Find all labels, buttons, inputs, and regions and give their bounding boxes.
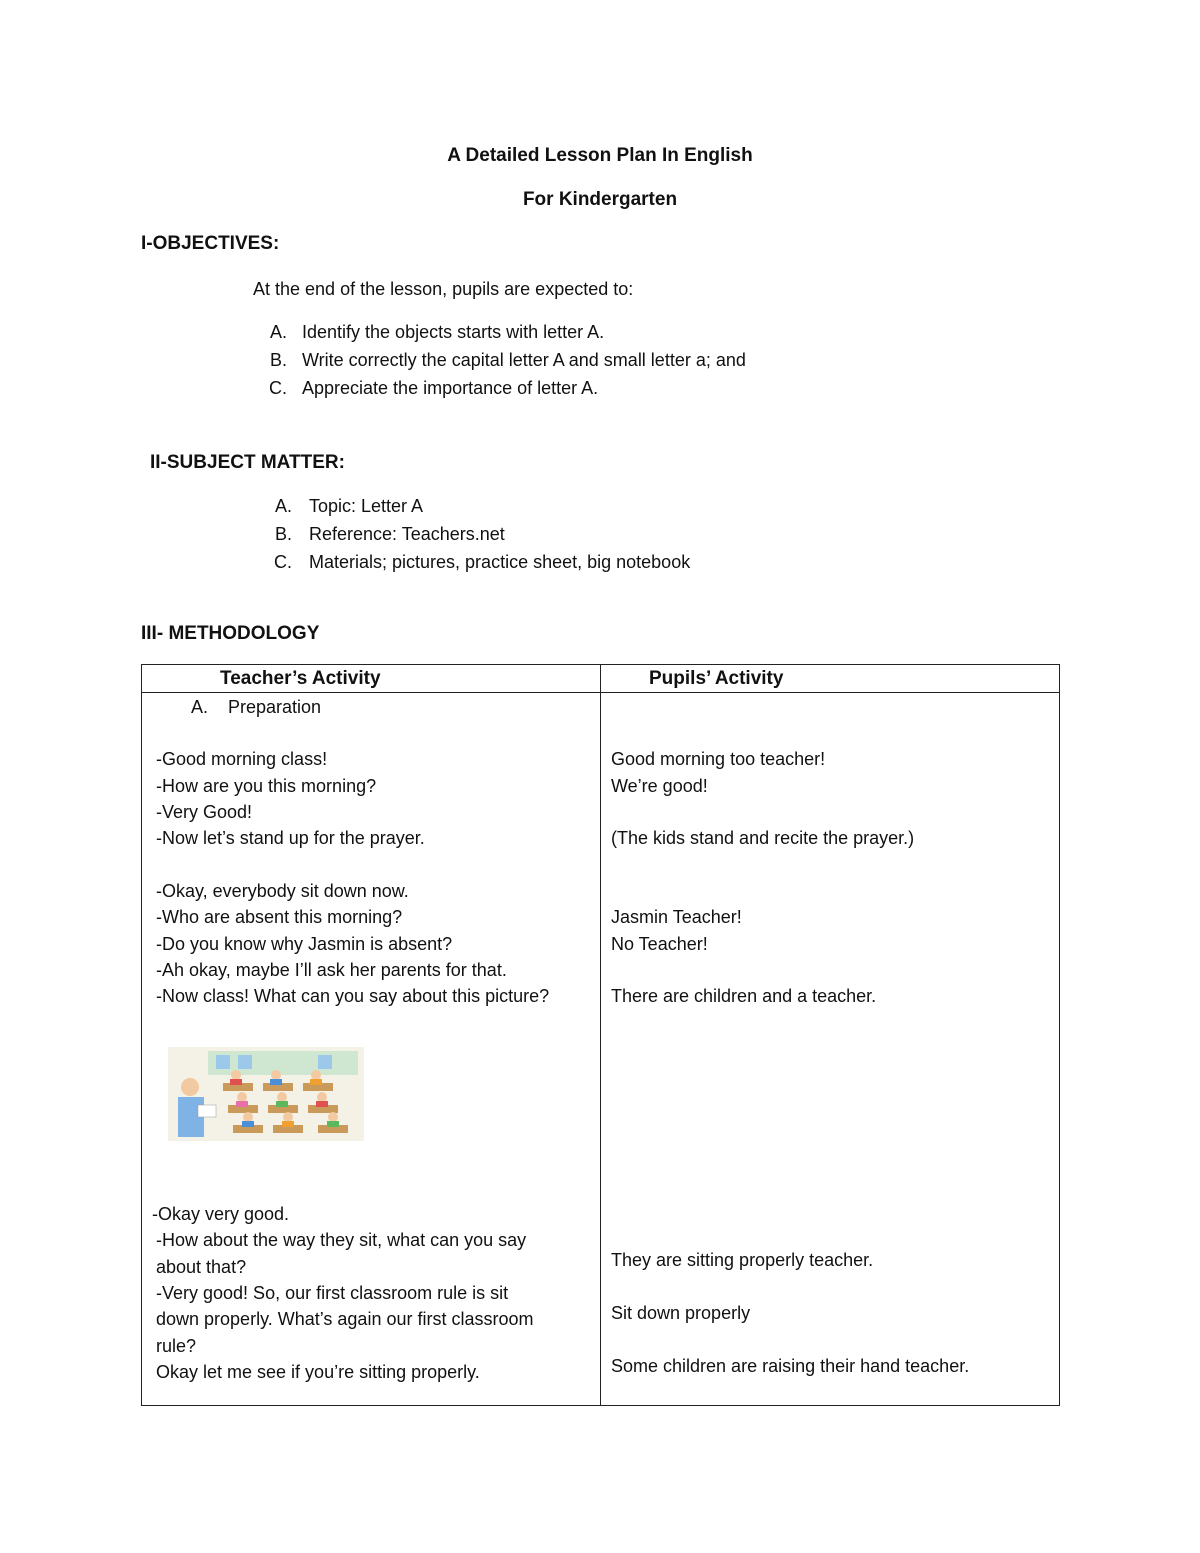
classroom-picture (168, 1047, 364, 1141)
pupil-line: Good morning too teacher! (611, 749, 826, 769)
teacher-line: -How are you this morning? (156, 776, 377, 796)
objective-item: Identify the objects starts with letter A. (302, 322, 605, 342)
teacher-line: -How about the way they sit, what can you say (156, 1230, 527, 1250)
teacher-line: -Very good! So, our first classroom rule is sit (156, 1283, 509, 1303)
section-letter: A. (190, 697, 208, 717)
teacher-line: -Who are absent this morning? (156, 907, 403, 927)
teacher-line: about that? (156, 1257, 247, 1277)
subject-item: Reference: Teachers.net (309, 524, 505, 544)
teacher-line: rule? (156, 1336, 197, 1356)
objective-letter: B. (269, 350, 287, 370)
section-label: Preparation (228, 697, 322, 717)
subject-letter: B. (274, 524, 292, 544)
pupil-line: Jasmin Teacher! (611, 907, 742, 927)
pupil-line: No Teacher! (611, 934, 708, 954)
teacher-activity-cell (142, 693, 601, 1406)
objective-letter: C. (269, 378, 287, 398)
pupil-line: We’re good! (611, 776, 708, 796)
subject-matter-heading: II-SUBJECT MATTER: (150, 452, 345, 473)
teacher-line: -Very Good! (156, 802, 253, 822)
methodology-table (141, 664, 1060, 1406)
pupil-line: There are children and a teacher. (611, 986, 877, 1006)
subject-item: Topic: Letter A (309, 496, 424, 516)
teacher-line: -Do you know why Jasmin is absent? (156, 934, 453, 954)
teacher-line: -Okay very good. (152, 1204, 290, 1224)
objectives-heading: I-OBJECTIVES: (141, 233, 280, 254)
classroom-illustration (168, 1047, 364, 1141)
teacher-line: Okay let me see if you’re sitting properly. (156, 1362, 480, 1382)
pupils-activity-header: Pupils’ Activity (601, 665, 1060, 693)
teacher-line: -Now let’s stand up for the prayer. (156, 828, 425, 848)
objectives-intro: At the end of the lesson, pupils are expected to: (253, 279, 634, 299)
pupil-line: (The kids stand and recite the prayer.) (611, 828, 915, 848)
teacher-line: -Ah okay, maybe I’ll ask her parents for that. (156, 960, 507, 980)
objective-item: Appreciate the importance of letter A. (302, 378, 599, 398)
teacher-line: -Okay, everybody sit down now. (156, 881, 409, 901)
pupil-line: Sit down properly (611, 1303, 751, 1323)
teacher-line: down properly. What’s again our first classroom (156, 1309, 534, 1329)
pupil-line: Some children are raising their hand teacher. (611, 1356, 970, 1376)
subject-letter: A. (274, 496, 292, 516)
teacher-activity-header: Teacher’s Activity (142, 665, 601, 693)
pupil-line: They are sitting properly teacher. (611, 1250, 874, 1270)
teacher-line: -Now class! What can you say about this picture? (156, 986, 550, 1006)
objective-letter: A. (269, 322, 287, 342)
pupils-activity-cell (601, 693, 1060, 1406)
document-subtitle: For Kindergarten (522, 189, 678, 210)
subject-letter: C. (274, 552, 292, 572)
subject-item: Materials; pictures, practice sheet, big notebook (309, 552, 691, 572)
document-title: A Detailed Lesson Plan In English (447, 145, 753, 166)
teacher-line: -Good morning class! (156, 749, 328, 769)
methodology-heading: III- METHODOLOGY (141, 623, 320, 644)
objective-item: Write correctly the capital letter A and small letter a; and (302, 350, 746, 370)
